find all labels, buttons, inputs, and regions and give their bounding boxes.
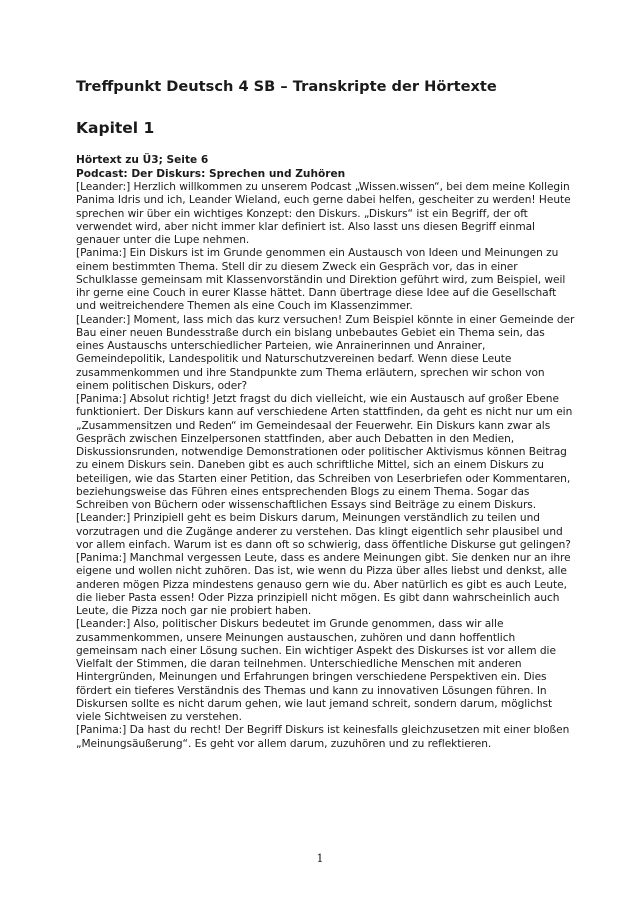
transcript-body — [76, 181, 576, 751]
paragraph-5: [Leander:] Prinzipiell geht es beim Diskurs darum, Meinungen verständlich zu teilen und vorzutragen und die Zugänge anderer zu verstehen. Das klingt eigentlich sehr plausibel und vor allem einfach. Warum ist es dann oft so schwierig, dass öffentliche Diskurse gut gelingen? — [76, 512, 571, 551]
transcript-section — [76, 154, 576, 751]
paragraph-6: [Panima:] Manchmal vergessen Leute, dass es andere Meinungen gibt. Sie denken nur an ihre eigene und wollen nicht zuhören. Das ist, wie wenn du Pizza über alles liebst und denkst, alle anderen mögen Pizza mindestens genauso gern wie du. Aber natürlich es gibt es auch Leute, die lieber Pasta essen! Oder Pizza prinzipiell nicht mögen. Es gibt dann wahrscheinlich auch Leute, die Pizza noch gar nie probiert haben. — [76, 552, 571, 617]
document-page — [76, 78, 576, 751]
document-title: Treffpunkt Deutsch 4 SB – Transkripte der Hörtexte — [76, 78, 497, 95]
chapter-heading: Kapitel 1 — [76, 119, 155, 137]
paragraph-8: [Panima:] Da hast du recht! Der Begriff Diskurs ist keinesfalls gleichzusetzen mit einer bloßen „Meinungsäußerung“. Es geht vor allem darum, zuzuhören und zu reflektieren. — [76, 724, 570, 750]
paragraph-4: [Panima:] Absolut richtig! Jetzt fragst du dich vielleicht, wie ein Austausch auf großer Ebene funktioniert. Der Diskurs kann auf verschiedene Arten stattfinden, da geht es nicht nur um ein „Zusammensitzen und Reden“ im Gemeindesaal der Feuerwehr. Ein Diskurs kann zwar als Gespräch zwischen Einzelpersonen stattfinden, aber auch Debatten in den Medien, Diskussionsrunden, notwendige Demonstrationen oder politischer Aktivismus können Beitrag zu einem Diskurs sein. Daneben gibt es auch schriftliche Mittel, sich an einem Diskurs zu beteiligen, wie das Starten einer Petition, das Schreiben von Leserbriefen oder Kommentaren, beziehungsweise das Führen eines entsprechenden Blogs zu einem Thema. Sogar das Schreiben von Büchern oder wissenschaftlichen Essays sind Beiträge zu einem Diskurs. — [76, 393, 573, 511]
paragraph-7: [Leander:] Also, politischer Diskurs bedeutet im Grunde genommen, dass wir alle zusammenkommen, unsere Meinungen austauschen, zuhören und dann hoffentlich gemeinsam nach einer Lösung suchen. Ein wichtiger Aspekt des Diskurses ist vor allem die Vielfalt der Stimmen, die daran teilnehmen. Unterschiedliche Menschen mit anderen Hintergründen, Meinungen und Erfahrungen bringen verschiedene Perspektiven ein. Dies fördert ein tieferes Verständnis des Themas und kann zu innovativen Lösungen führen. In Diskursen sollte es nicht darum gehen, wie laut jemand schreit, sondern darum, möglichst viele Sichtweisen zu verstehen. — [76, 618, 556, 723]
paragraph-1: [Leander:] Herzlich willkommen zu unserem Podcast „Wissen.wissen“, bei dem meine Kollegin Panima Idris und ich, Leander Wieland, euch gerne dabei helfen, gescheiter zu werden! Heute sprechen wir über ein wichtiges Konzept: den Diskurs. „Diskurs“ ist ein Begriff, der oft verwendet wird, aber nicht immer klar definiert ist. Also lasst uns diesen Begriff einmal genauer unter die Lupe nehmen. — [76, 181, 571, 246]
section-heading: Hörtext zu Ü3; Seite 6 — [76, 154, 209, 166]
section-subheading: Podcast: Der Diskurs: Sprechen und Zuhören — [76, 167, 346, 180]
page-number: 1 — [316, 852, 324, 865]
paragraph-2: [Panima:] Ein Diskurs ist im Grunde genommen ein Austausch von Ideen und Meinungen zu einem bestimmten Thema. Stell dir zu diesem Zweck ein Gespräch vor, das in einer Schulklasse gemeinsam mit Klassenvorständin und Direktion geführt wird, zum Beispiel, weil ihr gerne eine Couch in eurer Klasse hättet. Dann übertrage diese Idee auf die Gesellschaft und weitreichendere Themen als eine Couch im Klassenzimmer. — [76, 247, 566, 313]
paragraph-3: [Leander:] Moment, lass mich das kurz versuchen! Zum Beispiel könnte in einer Gemeinde der Bau einer neuen Bundesstraße durch ein bislang unbebautes Gebiet ein Thema sein, das eines Austauschs unterschiedlicher Parteien, wie Anrainerinnen und Anrainer, Gemeindepolitik, Landespolitik und Naturschutzvereinen bedarf. Wenn diese Leute zusammenkommen und ihre Standpunkte zum Thema erläutern, sprechen wir schon von einem politischen Diskurs, oder? — [76, 313, 575, 392]
